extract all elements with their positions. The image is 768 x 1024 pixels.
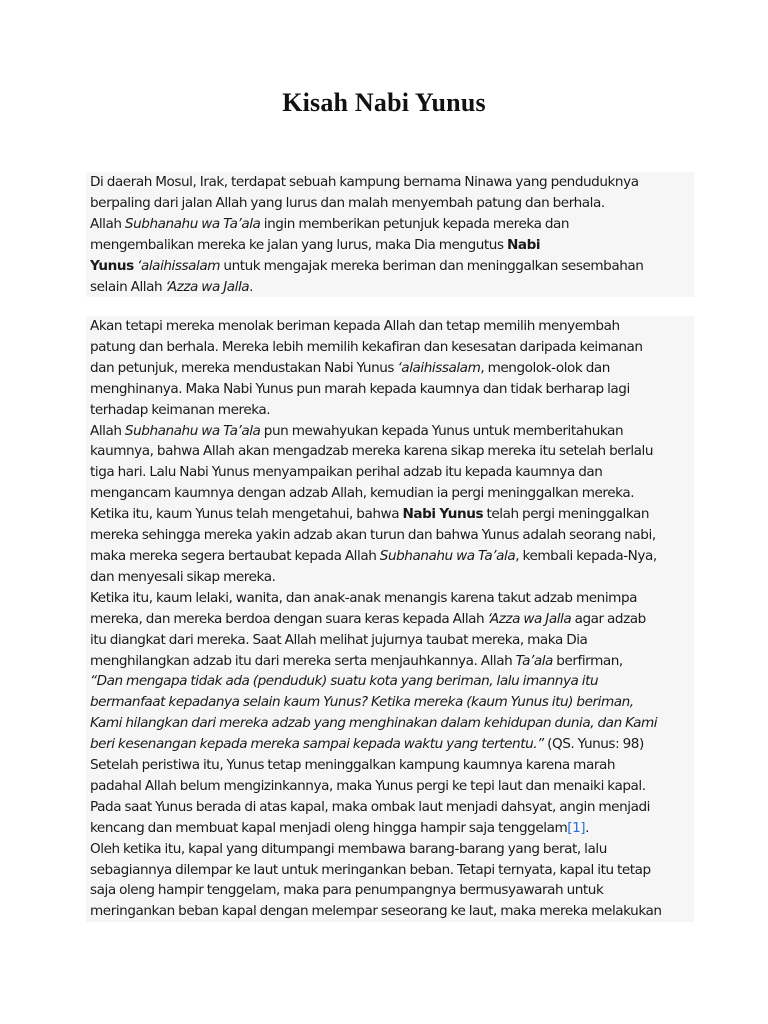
text-run: Allah [90, 422, 125, 439]
text-line [90, 193, 690, 214]
text-run: mengembalikan mereka ke jalan yang lurus, maka Dia mengutus [90, 236, 507, 253]
text-line [90, 525, 690, 546]
text-run: Ketika itu, kaum Yunus telah mengetahui, bahwa [90, 506, 403, 523]
text-line [90, 337, 690, 358]
text-line [90, 172, 690, 193]
text-line [90, 214, 690, 235]
text-run: Ketika itu, kaum lelaki, wanita, dan anak-anak menangis karena takut adzab menimpa [90, 589, 638, 606]
text-run: , mengolok-olok dan [480, 359, 610, 376]
text-run: beri kesenangan kepada mereka sampai kepada waktu yang tertentu.” [90, 736, 544, 753]
text-run: saja oleng hampir tenggelam, maka para penumpangnya bermusyawarah untuk [90, 882, 604, 899]
text-run: menghinanya. Maka Nabi Yunus pun marah kepada kaumnya dan tidak berharap lagi [90, 380, 630, 397]
text-line [90, 651, 690, 672]
text-line [90, 609, 690, 630]
footnote-link[interactable]: [1] [567, 819, 586, 836]
text-run: berpaling dari jalan Allah yang lurus dan malah menyembah patung dan berhala. [90, 194, 605, 211]
text-run: . [585, 819, 590, 836]
text-run: telah pergi meninggalkan [483, 506, 650, 523]
text-run: berfirman, [552, 652, 623, 669]
text-run: (QS. Yunus: 98) [543, 736, 644, 753]
text-run: ‘Azza wa Jalla [165, 278, 250, 295]
text-run: pun mewahyukan kepada Yunus untuk memberitahukan [260, 422, 624, 439]
text-run: “Dan mengapa tidak ada (penduduk) suatu kota yang beriman, lalu imannya itu [90, 673, 599, 690]
text-run: Allah [90, 215, 125, 232]
text-run: meringankan beban kapal dengan melempar seseorang ke laut, maka mereka melakukan [90, 903, 662, 920]
text-line [90, 755, 690, 776]
paragraph-gap [86, 298, 694, 314]
text-run: ingin memberikan petunjuk kepada mereka dan [260, 215, 570, 232]
text-run: itu diangkat dari mereka. Saat Allah melihat jujurnya taubat mereka, maka Dia [90, 631, 588, 648]
paragraph-2 [86, 316, 694, 922]
text-run: Kami hilangkan dari mereka adzab yang menghinakan dalam kehidupan dunia, dan Kami [90, 715, 658, 732]
text-run: Di daerah Mosul, Irak, terdapat sebuah kampung bernama Ninawa yang penduduknya [90, 174, 639, 190]
text-run: Subhanahu wa Ta’ala [124, 422, 261, 439]
text-run: Ta’ala [515, 652, 553, 669]
text-run: ‘Azza wa Jalla [487, 610, 572, 627]
text-line [90, 901, 690, 922]
text-run: bermanfaat kepadanya selain kaum Yunus? Ketika mereka (kaum Yunus itu) beriman, [90, 694, 634, 711]
text-run: kaumnya, bahwa Allah akan mengadzab mereka karena sikap mereka itu setelah berlalu [90, 443, 654, 460]
text-run: Akan tetapi mereka menolak beriman kepada Allah dan tetap memilih menyembah [90, 318, 620, 334]
text-line [90, 421, 690, 442]
text-run: Setelah peristiwa itu, Yunus tetap meninggalkan kampung kaumnya karena marah [90, 757, 616, 774]
page-title: Kisah Nabi Yunus [282, 88, 486, 117]
text-line [90, 277, 690, 298]
text-run: , kembali kepada-Nya, [515, 547, 657, 564]
text-line [90, 379, 690, 400]
text-line [90, 316, 690, 337]
text-line [90, 504, 690, 525]
text-line [90, 546, 690, 567]
text-line [90, 734, 690, 755]
text-run: sebagiannya dilempar ke laut untuk meringankan beban. Tetapi ternyata, kapal itu tetap [90, 861, 651, 878]
text-line [90, 462, 690, 483]
text-run: ‘alaihissalam [397, 359, 481, 376]
text-run: terhadap keimanan mereka. [90, 401, 271, 418]
text-run: Nabi [506, 236, 541, 253]
text-line [90, 256, 690, 277]
text-line [90, 713, 690, 734]
text-run: dan petunjuk, mereka mendustakan Nabi Yunus [90, 359, 398, 376]
text-run: Nabi Yunus [402, 506, 484, 523]
text-run: dan menyesali sikap mereka. [90, 568, 276, 585]
text-run: Subhanahu wa Ta’ala [124, 215, 261, 232]
text-line [90, 235, 690, 256]
text-run: untuk mengajak mereka beriman dan meninggalkan sesembahan [220, 257, 644, 274]
text-run: Pada saat Yunus berada di atas kapal, maka ombak laut menjadi dahsyat, angin menjadi [90, 798, 650, 815]
text-run: ‘alaihissalam [133, 257, 221, 274]
text-run: agar adzab [571, 610, 646, 627]
text-run: selain Allah [90, 278, 166, 295]
text-run: Oleh ketika itu, kapal yang ditumpangi membawa barang-barang yang berat, lalu [90, 840, 607, 857]
paragraph-1 [86, 172, 694, 297]
text-run: kencang dan membuat kapal menjadi oleng hingga hampir saja tenggelam [90, 819, 568, 836]
text-run: menghilangkan adzab itu dari mereka serta menjauhkannya. Allah [90, 652, 516, 669]
text-run: Yunus [90, 257, 134, 274]
text-line [90, 588, 690, 609]
text-line [90, 692, 690, 713]
text-line [90, 567, 690, 588]
text-run: maka mereka segera bertaubat kepada Allah [90, 547, 380, 564]
text-run: mereka, dan mereka berdoa dengan suara keras kepada Allah [90, 610, 488, 627]
text-line [90, 880, 690, 901]
text-line [90, 441, 690, 462]
text-line [90, 860, 690, 881]
text-run: mereka sehingga mereka yakin adzab akan turun dan bahwa Yunus adalah seorang nabi, [90, 527, 656, 544]
text-line [90, 630, 690, 651]
text-line [90, 671, 690, 692]
text-run: patung dan berhala. Mereka lebih memilih kekafiran dan kesesatan daripada keimanan [90, 338, 643, 355]
text-run: . [249, 278, 254, 295]
text-run: Subhanahu wa Ta’ala [379, 547, 516, 564]
text-line [90, 797, 690, 818]
text-run: mengancam kaumnya dengan adzab Allah, kemudian ia pergi meninggalkan mereka. [90, 485, 635, 502]
text-line [90, 818, 690, 839]
text-line [90, 839, 690, 860]
text-line [90, 400, 690, 421]
text-line [90, 358, 690, 379]
text-line [90, 776, 690, 797]
text-line [90, 483, 690, 504]
text-run: tiga hari. Lalu Nabi Yunus menyampaikan perihal adzab itu kepada kaumnya dan [90, 464, 603, 481]
text-run: padahal Allah belum mengizinkannya, maka Yunus pergi ke tepi laut dan menaiki kapal. [90, 777, 646, 794]
